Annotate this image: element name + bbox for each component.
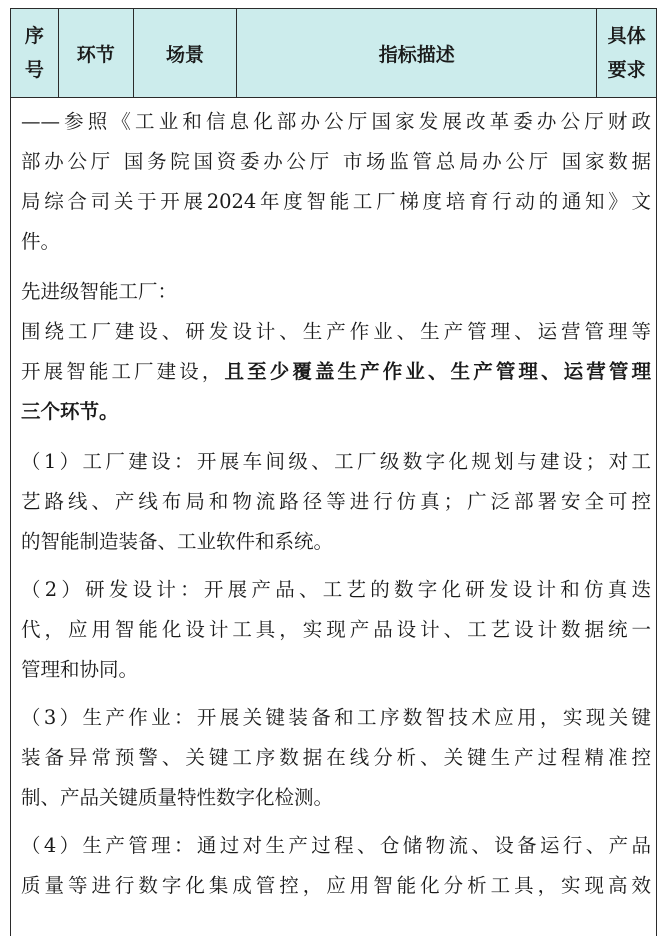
header-index [11, 9, 59, 97]
header-description: 指标描述 [237, 9, 597, 97]
reference-line: 件。 [21, 230, 61, 253]
item-line: 代，应用智能化设计工具，实现产品设计、工艺设计数据统一 [21, 618, 651, 641]
item-rd-design [21, 570, 651, 690]
advanced-factory-section [21, 272, 651, 432]
item-line: 管理和协同。 [21, 658, 139, 681]
item-line: （4）生产管理：通过对生产过程、仓储物流、设备运行、产品 [21, 834, 651, 857]
header-scene: 场景 [134, 9, 238, 97]
advanced-intro-line [21, 352, 651, 392]
header-requirement-line1: 具体 [607, 25, 646, 47]
item-line: （1）工厂建设：开展车间级、工厂级数字化规划与建设；对工 [21, 450, 651, 473]
advanced-heading: 先进级智能工厂： [21, 280, 178, 303]
reference-line: 局综合司关于开展2024年度智能工厂梯度培育行动的通知》文 [21, 190, 651, 213]
header-index-line1: 序 [24, 25, 44, 47]
header-index-line2: 号 [24, 59, 44, 81]
reference-line: ——参照《工业和信息化部办公厅国家发展改革委办公厅财政 [21, 110, 651, 133]
header-requirement [597, 9, 656, 97]
item-line: （3）生产作业：开展关键装备和工序数智技术应用，实现关键 [21, 706, 651, 729]
item-line: 质量等进行数字化集成管控，应用智能化分析工具，实现高效 [21, 874, 651, 897]
item-line: 制、产品关键质量特性数字化检测。 [21, 786, 334, 809]
header-requirement-line2: 要求 [607, 59, 646, 81]
item-line: 艺路线、产线布局和物流路径等进行仿真；广泛部署安全可控 [21, 490, 651, 513]
item-line: 装备异常预警、关键工序数据在线分析、关键生产过程精准控 [21, 746, 651, 769]
table-header-row [10, 8, 657, 98]
advanced-intro-emphasis-end: 三个环节。 [21, 400, 119, 423]
reference-line: 部办公厅 国务院国资委办公厅 市场监管总局办公厅 国家数据 [21, 150, 651, 173]
table-body-cell [10, 96, 657, 936]
item-line: 的智能制造装备、工业软件和系统。 [21, 530, 334, 553]
item-factory-construction [21, 442, 651, 562]
item-production-operation [21, 698, 651, 818]
header-stage: 环节 [59, 9, 134, 97]
advanced-intro-line: 围绕工厂建设、研发设计、生产作业、生产管理、运营管理等 [21, 320, 651, 343]
reference-paragraph [21, 102, 651, 262]
advanced-intro-plain: 开展智能工厂建设， [21, 360, 225, 383]
item-production-management [21, 826, 651, 906]
advanced-intro-emphasis: 且至少覆盖生产作业、生产管理、运营管理 [224, 360, 651, 383]
item-line: （2）研发设计：开展产品、工艺的数字化研发设计和仿真迭 [21, 578, 651, 601]
